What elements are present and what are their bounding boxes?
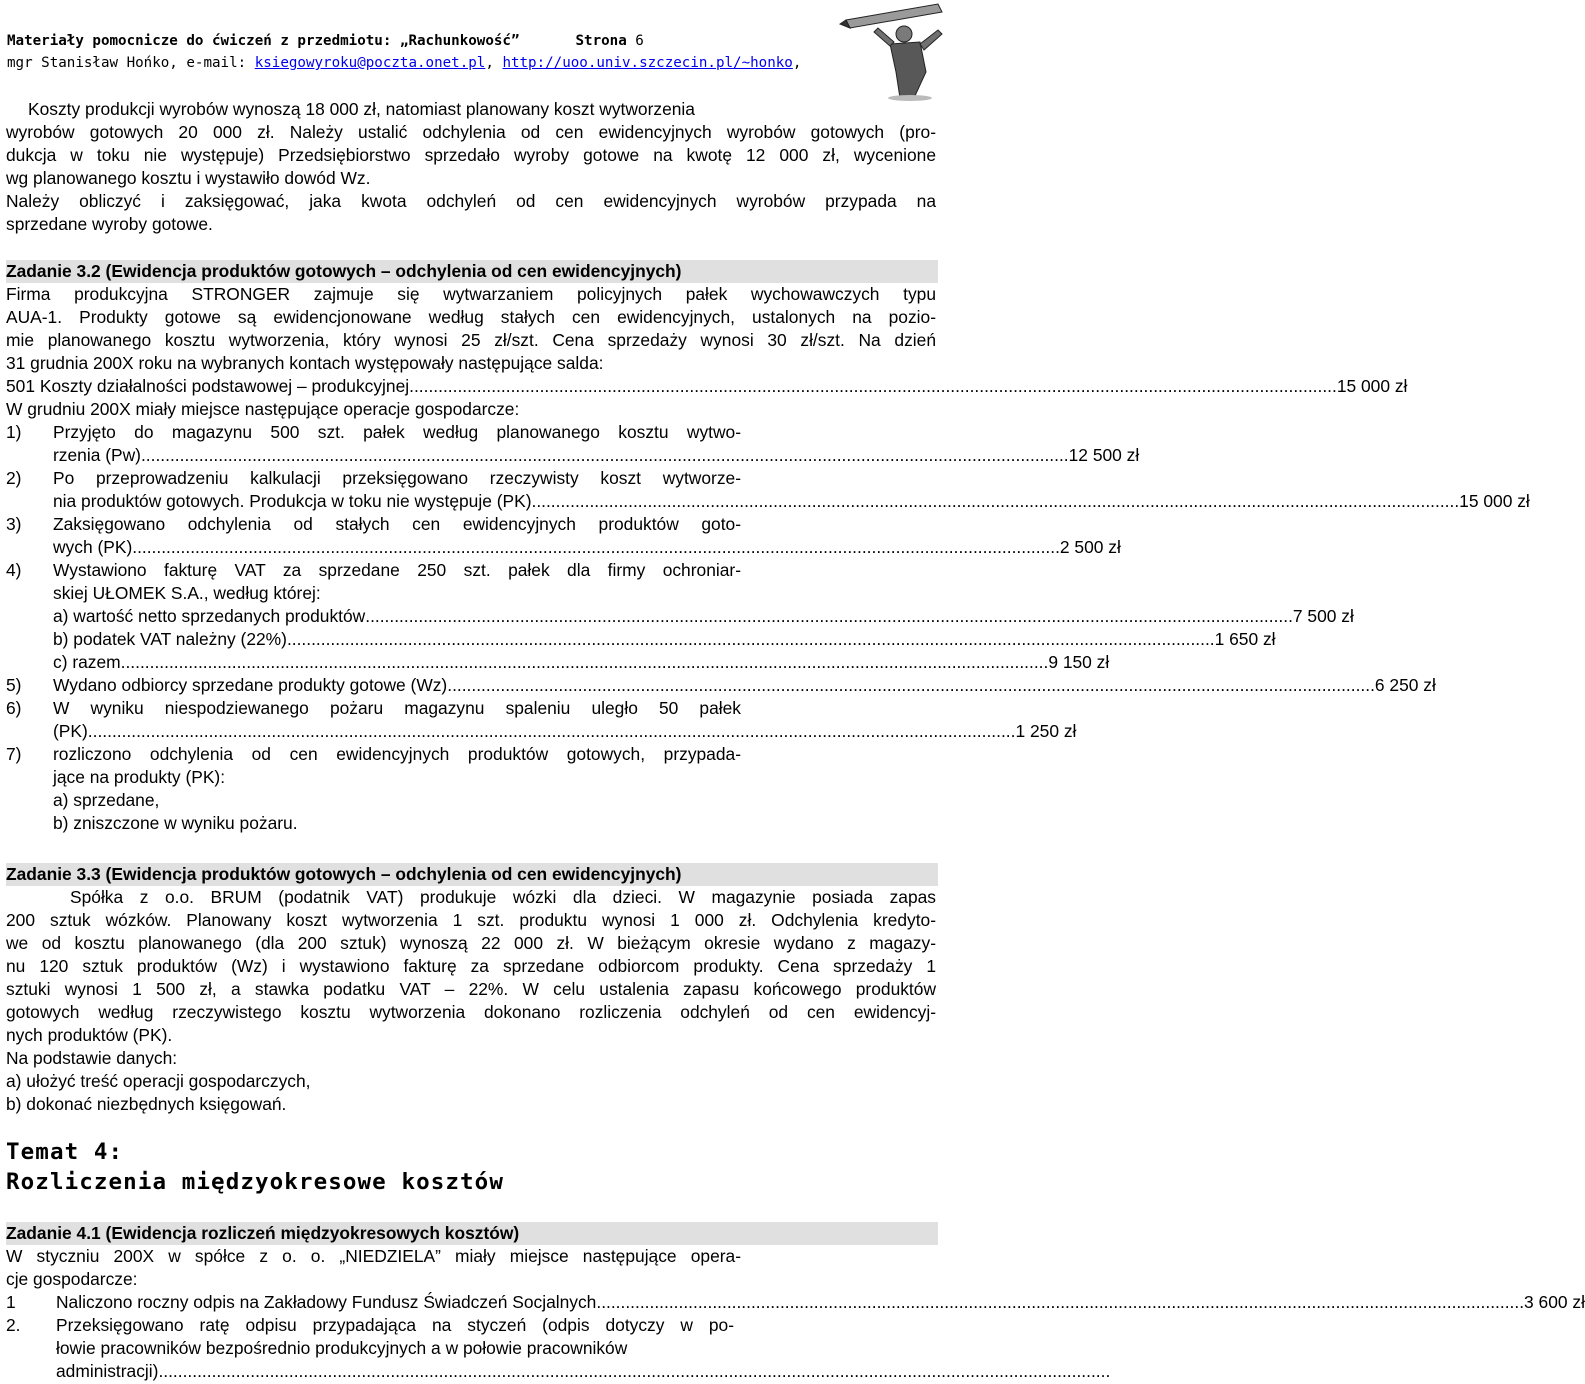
operation-item-cont [6,582,936,605]
task-line: sprzedane wyroby gotowe. [6,214,213,234]
subitem-label: b) podatek VAT należny (22%) [53,629,287,649]
intro-line: Koszty produkcji wyrobów wynoszą 18 000 zł, natomiast planowany koszt wytworzenia [28,99,695,119]
operation-item [6,513,936,536]
topic-subtitle: Rozliczenia międzyokresowe kosztów [6,1169,504,1195]
operation-item [6,1291,1585,1314]
operation-number: 7) [6,744,22,764]
dot-leader: ................................................................................................................................................................................................ [531,491,1460,511]
exercise-heading: Zadanie 3.3 (Ewidencja produktów gotowych – odchylenia od cen ewidencyjnych) [6,863,938,886]
dot-leader: ................................................................................................................................................................................................ [158,1361,1087,1381]
operation-item-cont [6,1337,936,1360]
operation-value: 15 000 zł [1459,491,1530,511]
operation-item [6,1314,936,1337]
operation-value: 2 500 zł [1059,537,1121,557]
operation-text: Przeksięgowano ratę odpisu przypadająca na styczeń (odpis dotyczy w po- [56,1315,734,1335]
intro-line: wg planowanego kosztu i wystawiło dowód Wz. [6,168,371,188]
operation-number: 3) [6,514,22,534]
dot-leader: ................................................................................................................................................................................................ [132,537,1060,557]
paragraph-line: Firma produkcyjna STRONGER zajmuje się wytwarzaniem policyjnych pałek wychowawczych typu [6,284,936,304]
operation-text: rzenia (Pw) [53,445,141,465]
operation-text: rozliczono odchylenia od cen ewidencyjnych produktów gotowych, przypada- [53,744,741,764]
exercise-heading: Zadanie 4.1 (Ewidencja rozliczeń międzyokresowych kosztów) [6,1222,938,1245]
paragraph-line: nu 120 sztuk produktów (Wz) i wystawiono fakturę za sprzedane odbiorcom produkty. Cena sprzedaży 1 [6,956,936,976]
suffix: , [792,55,802,71]
course-title: Materiały pomocnicze do ćwiczeń z przedmiotu: „Rachunkowość” [7,33,520,49]
task-line: Należy obliczyć i zaksięgować, jaka kwota odchyleń od cen ewidencyjnych wyrobów przypada na [6,191,936,211]
page-number: 6 [635,33,644,49]
operation-item [6,743,936,766]
operation-value: ..... [1086,1361,1111,1381]
pencil-figure-logo-icon [838,2,958,102]
subitem-label: c) razem [53,652,121,672]
operation-item-cont [6,789,936,812]
operation-number: 2) [6,468,22,488]
operation-text: Wydano odbiorcy sprzedane produkty gotowe (Wz) [53,675,448,695]
operation-item-cont [6,766,936,789]
operations-intro: W grudniu 200X miały miejsce następujące operacje gospodarcze: [6,399,520,419]
operation-item-cont [6,490,1530,513]
operation-item-cont [6,444,1140,467]
topic-4 [6,1137,936,1197]
subitem-label: a) wartość netto sprzedanych produktów [53,606,366,626]
paragraph-line: sztuki wynosi 1 500 zł, a stawka podatku VAT – 22%. W celu ustalenia zapasu końcowego produktów [6,979,936,999]
website-link[interactable]: http://uoo.univ.szczecin.pl/~honko [502,55,793,71]
operation-value: 12 500 zł [1068,445,1140,465]
dot-leader: ................................................................................................................................................................................................ [87,721,1016,741]
dot-leader: ................................................................................................................................................................................................ [120,652,1049,672]
subitem-value: 7 500 zł [1292,606,1354,626]
operation-text: nia produktów gotowych. Produkcja w toku nie występuje (PK) [53,491,532,511]
operation-item [6,674,1436,697]
operation-number: 2. [6,1315,21,1335]
paragraph-line: nych produktów (PK). [6,1025,173,1045]
operation-text: b) zniszczone w wyniku pożaru. [53,813,298,833]
operation-text: Zaksięgowano odchylenia od stałych cen ewidencyjnych produktów goto- [53,514,741,534]
paragraph-line: 200 sztuk wózków. Planowany koszt wytworzenia 1 szt. produktu wynosi 1 000 zł. Odchylenia kredyto- [6,910,936,930]
dot-leader: ................................................................................................................................................................................................ [409,376,1337,396]
intro-line: dukcja w toku nie występuje) Przedsiębiorstwo sprzedało wyroby gotowe na kwotę 12 000 zł, wycenione [6,145,936,165]
operation-item [6,467,936,490]
operation-number: 1) [6,422,22,442]
list-item: b) dokonać niezbędnych księgowań. [6,1094,287,1114]
paragraph-line: Spółka z o.o. BRUM (podatnik VAT) produkuje wózki dla dzieci. W magazynie posiada zapas [70,887,936,907]
operation-subitem [6,651,1110,674]
operation-text: wych (PK) [53,537,133,557]
page-label: Strona [575,33,627,49]
operation-text: (PK) [53,721,88,741]
paragraph-line: 31 grudnia 200X roku na wybranych kontach występowały następujące salda: [6,353,604,373]
operation-item-cont [6,536,1121,559]
exercise-heading: Zadanie 3.2 (Ewidencja produktów gotowych – odchylenia od cen ewidencyjnych) [6,260,938,283]
paragraph-line: gotowych według rzeczywistego kosztu wytworzenia dokonano rozliczenia odchyleń od cen ewidencyj- [6,1002,936,1022]
operation-item [6,559,936,582]
operation-item-cont [6,720,1077,743]
operation-text: Naliczono roczny odpis na Zakładowy Fundusz Świadczeń Socjalnych [56,1292,597,1312]
intro-line: wyrobów gotowych 20 000 zł. Należy ustalić odchylenia od cen ewidencyjnych wyrobów gotowych (pro- [6,122,936,142]
operation-subitem [6,605,1354,628]
operation-number: 5) [6,675,22,695]
operation-text: łowie pracowników bezpośrednio produkcyjnych a w połowie pracowników [56,1338,628,1358]
exercise-3-2 [6,260,1530,835]
subitem-value: 9 150 zł [1048,652,1110,672]
paragraph-line: mie planowanego kosztu wytworzenia, który wynosi 25 zł/szt. Cena sprzedaży wynosi 30 zł/szt. Na dzień [6,330,936,350]
operation-item [6,697,936,720]
operation-value: 1 250 zł [1015,721,1077,741]
header-line-2 [7,52,837,74]
balance-row [6,375,1408,398]
paragraph-line: AUA-1. Produkty gotowe są ewidencjonowane według stałych cen ewidencyjnych, ustalonych na pozio- [6,307,936,327]
dot-leader: ................................................................................................................................................................................................ [140,445,1069,465]
exercise-4-1 [6,1222,1585,1383]
paragraph-line: cje gospodarcze: [6,1269,138,1289]
operation-number: 6) [6,698,22,718]
operation-text: Po przeprowadzeniu kalkulacji przeksięgowano rzeczywisty koszt wytworze- [53,468,741,488]
paragraph-line: we od kosztu planowanego (dla 200 sztuk) wynoszą 22 000 zł. W bieżącym okresie wydano z magazy- [6,933,936,953]
operation-item-cont [6,1360,1111,1383]
dot-leader: ................................................................................................................................................................................................ [365,606,1293,626]
operation-text: administracji) [56,1361,159,1381]
operation-text: skiej UŁOMEK S.A., według której: [53,583,321,603]
dot-leader: ................................................................................................................................................................................................ [596,1292,1525,1312]
author: mgr Stanisław Hońko, e-mail: [7,55,255,71]
balance-label: 501 Koszty działalności podstawowej – produkcyjnej [6,376,410,396]
intro-section [6,98,936,236]
operation-text: jące na produkty (PK): [53,767,226,787]
operation-item-cont [6,812,936,835]
operation-text: Przyjęto do magazynu 500 szt. pałek według planowanego kosztu wytwo- [53,422,741,442]
operation-number: 4) [6,560,22,580]
operation-text: Wystawiono fakturę VAT za sprzedane 250 szt. pałek dla firmy ochroniar- [53,560,741,580]
operation-item [6,421,936,444]
operation-text: W wyniku niespodziewanego pożaru magazynu spaleniu uległo 50 pałek [53,698,741,718]
header-line-1 [7,30,837,52]
paragraph-line: Na podstawie danych: [6,1048,178,1068]
operation-number: 1 [6,1292,16,1312]
dot-leader: ................................................................................................................................................................................................ [286,629,1215,649]
paragraph-line: W styczniu 200X w spółce z o. o. „NIEDZIELA” miały miejsce następujące opera- [6,1246,741,1266]
operation-subitem [6,628,1276,651]
subitem-value: 1 650 zł [1214,629,1276,649]
exercise-3-3 [6,863,936,1116]
operation-value: 6 250 zł [1374,675,1436,695]
email-link[interactable]: ksiegowyroku@poczta.onet.pl [254,55,486,71]
list-item: a) ułożyć treść operacji gospodarczych, [6,1071,311,1091]
operation-text: a) sprzedane, [53,790,160,810]
dot-leader: ................................................................................................................................................................................................ [447,675,1375,695]
balance-value: 15 000 zł [1336,376,1408,396]
page-header [7,30,837,74]
separator: , [485,55,503,71]
operation-value: 3 600 zł [1524,1292,1585,1312]
topic-title: Temat 4: [6,1139,124,1165]
